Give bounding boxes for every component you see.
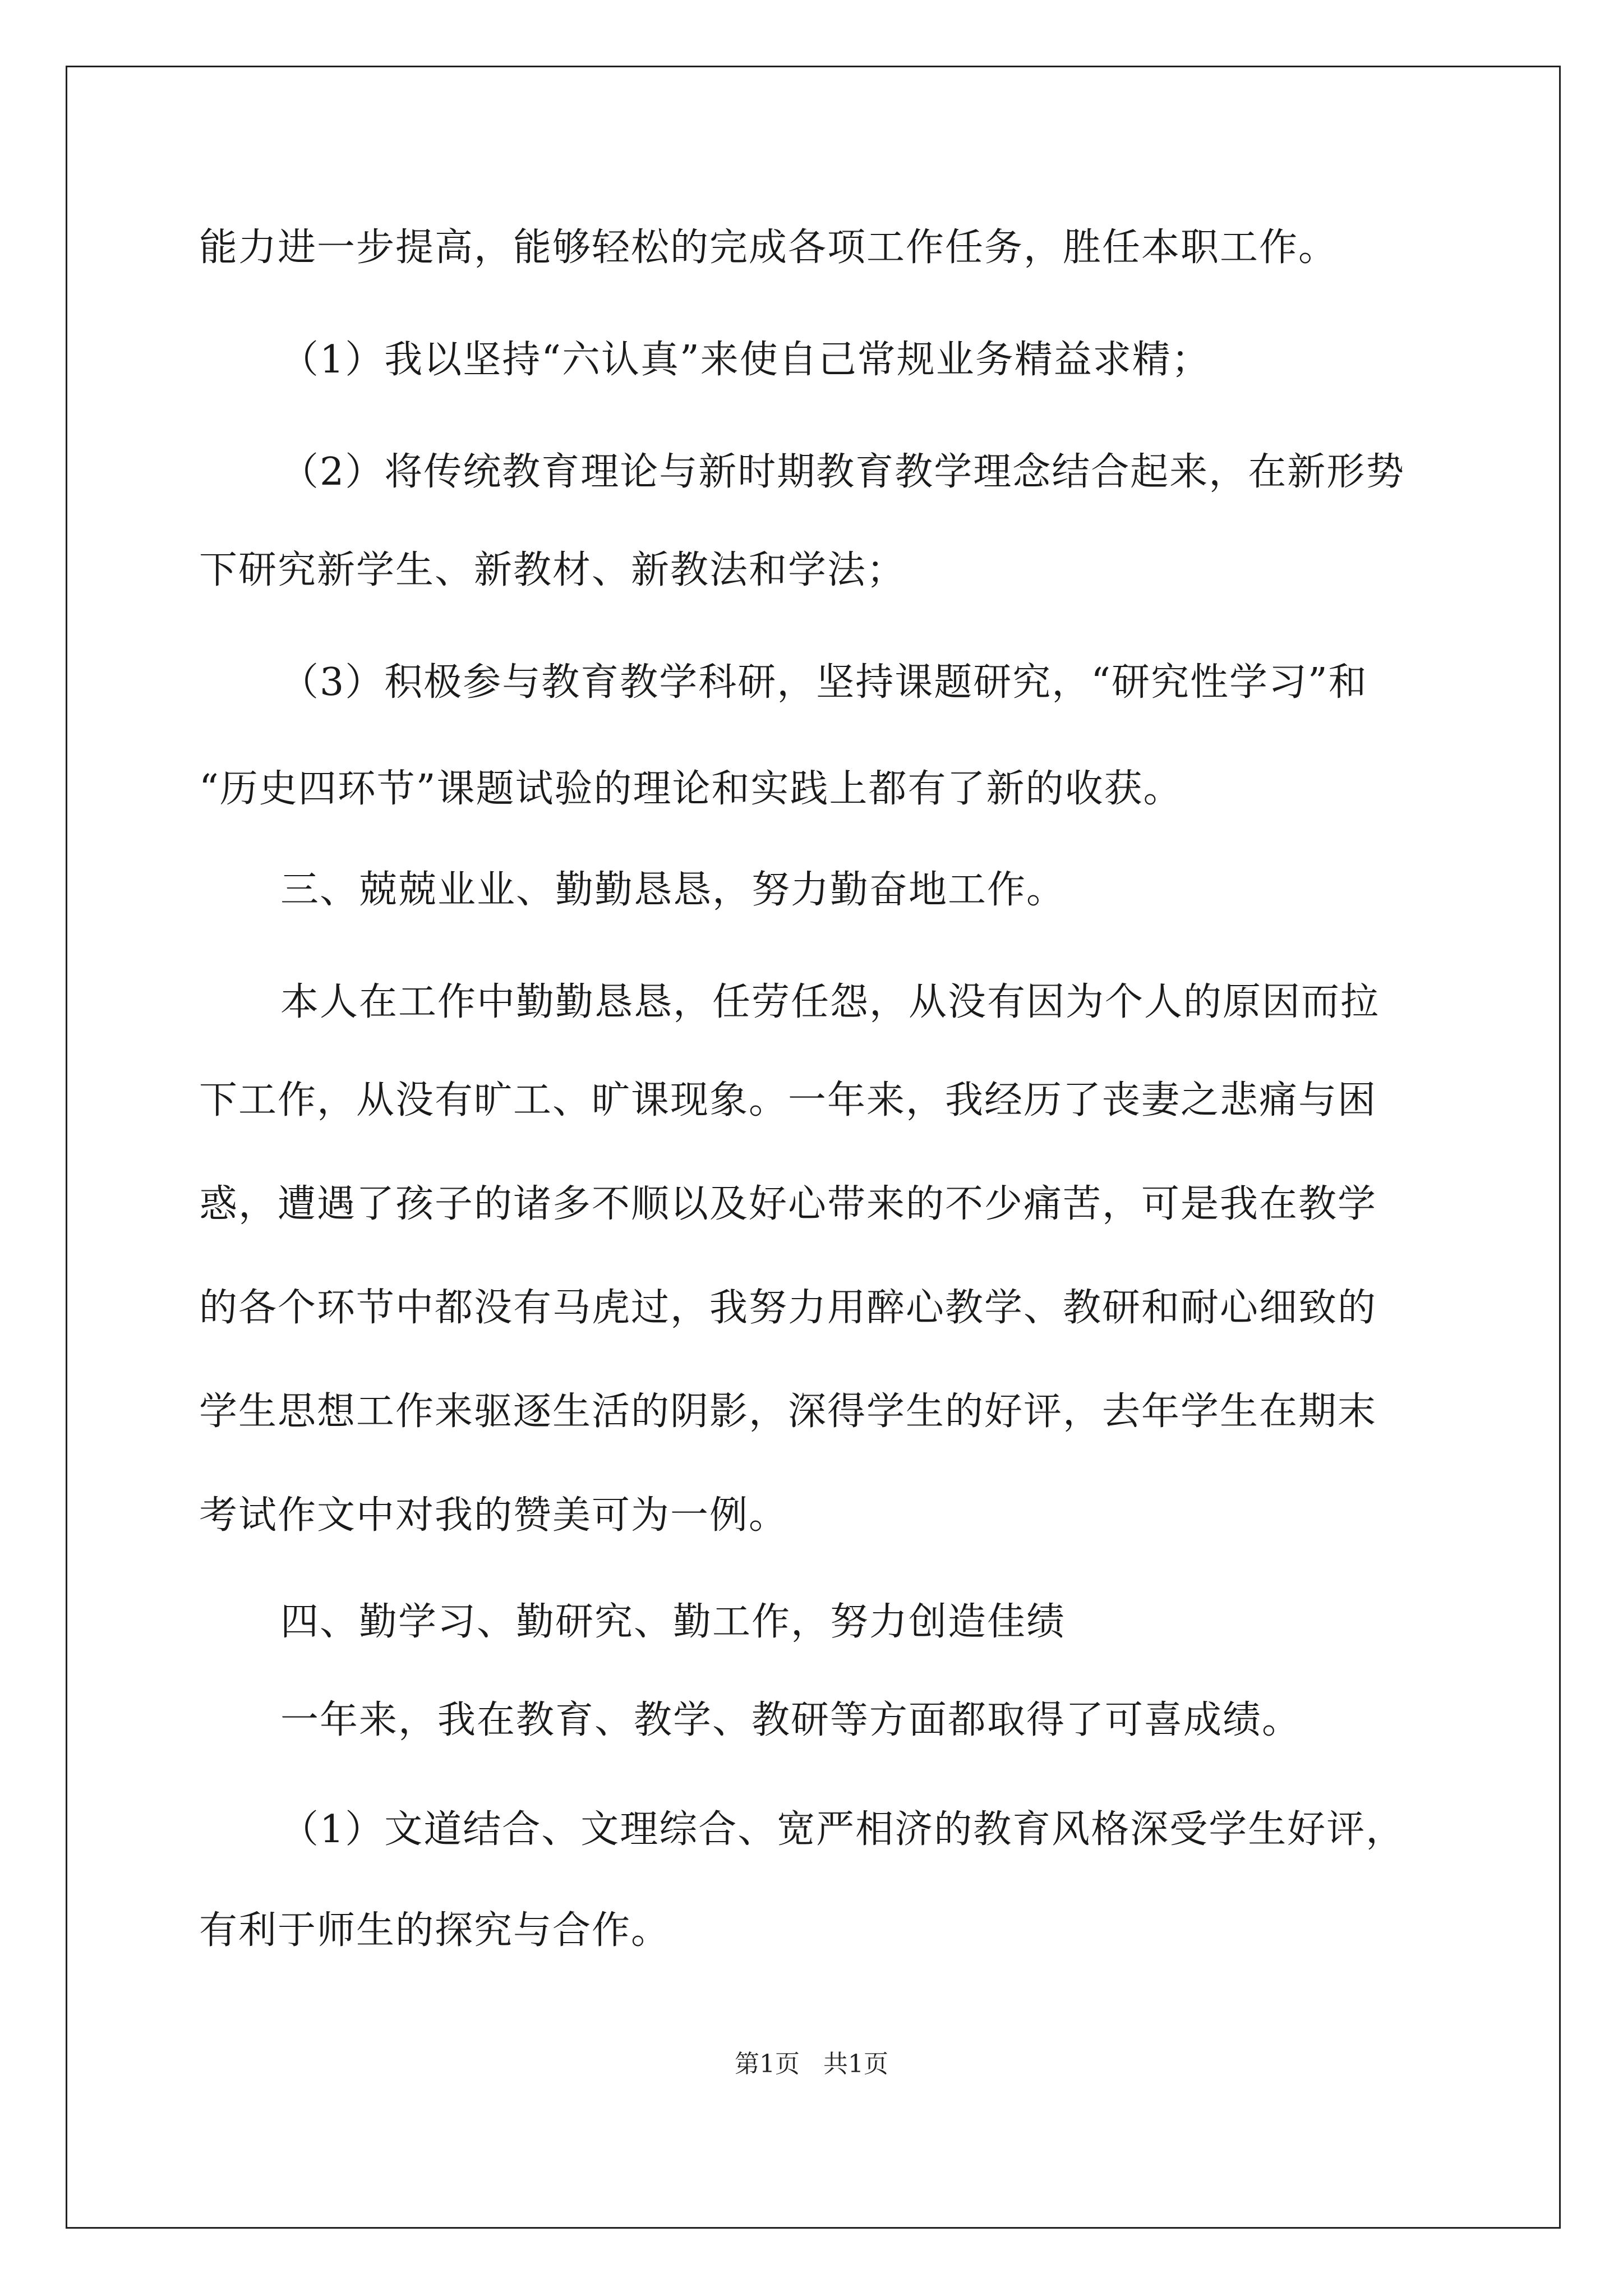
paragraph-line: 惑，遭遇了孩子的诸多不顺以及好心带来的不少痛苦，可是我在教学 bbox=[199, 1182, 1377, 1226]
section-heading: 三、兢兢业业、勤勤恳恳，努力勤奋地工作。 bbox=[280, 868, 1066, 912]
paragraph-line: “历史四环节”课题试验的理论和实践上都有了新的收获。 bbox=[199, 767, 1183, 811]
paragraph-line: 的各个环节中都没有马虎过，我努力用醉心教学、教研和耐心细致的 bbox=[199, 1286, 1377, 1330]
paragraph-line: 有利于师生的探究与合作。 bbox=[199, 1908, 671, 1953]
paragraph-line: 下研究新学生、新教材、新教法和学法； bbox=[199, 548, 906, 592]
paragraph-line: （1）文道结合、文理综合、宽严相济的教育风格深受学生好评， bbox=[280, 1807, 1405, 1852]
paragraph-line: （3）积极参与教育教学科研，坚持课题研究，“研究性学习”和 bbox=[280, 660, 1368, 705]
paragraph-line: 一年来，我在教育、教学、教研等方面都取得了可喜成绩。 bbox=[280, 1698, 1302, 1742]
paragraph-line: 考试作文中对我的赞美可为一例。 bbox=[199, 1493, 789, 1538]
page-number-footer: 第1页 共1页 bbox=[735, 2050, 888, 2078]
paragraph-line: （2）将传统教育理论与新时期教育教学理念结合起来，在新形势 bbox=[280, 450, 1405, 494]
paragraph-line: 学生思想工作来驱逐生活的阴影，深得学生的好评，去年学生在期末 bbox=[199, 1389, 1377, 1434]
paragraph-line: 本人在工作中勤勤恳恳，任劳任怨，从没有因为个人的原因而拉 bbox=[280, 980, 1380, 1024]
paragraph-line: 能力进一步提高，能够轻松的完成各项工作任务，胜任本职工作。 bbox=[199, 226, 1338, 270]
paragraph-line: （1）我以坚持“六认真”来使自己常规业务精益求精； bbox=[280, 338, 1211, 382]
paragraph-line: 下工作，从没有旷工、旷课现象。一年来，我经历了丧妻之悲痛与困 bbox=[199, 1078, 1377, 1122]
section-heading: 四、勤学习、勤研究、勤工作，努力创造佳绩 bbox=[280, 1600, 1066, 1644]
